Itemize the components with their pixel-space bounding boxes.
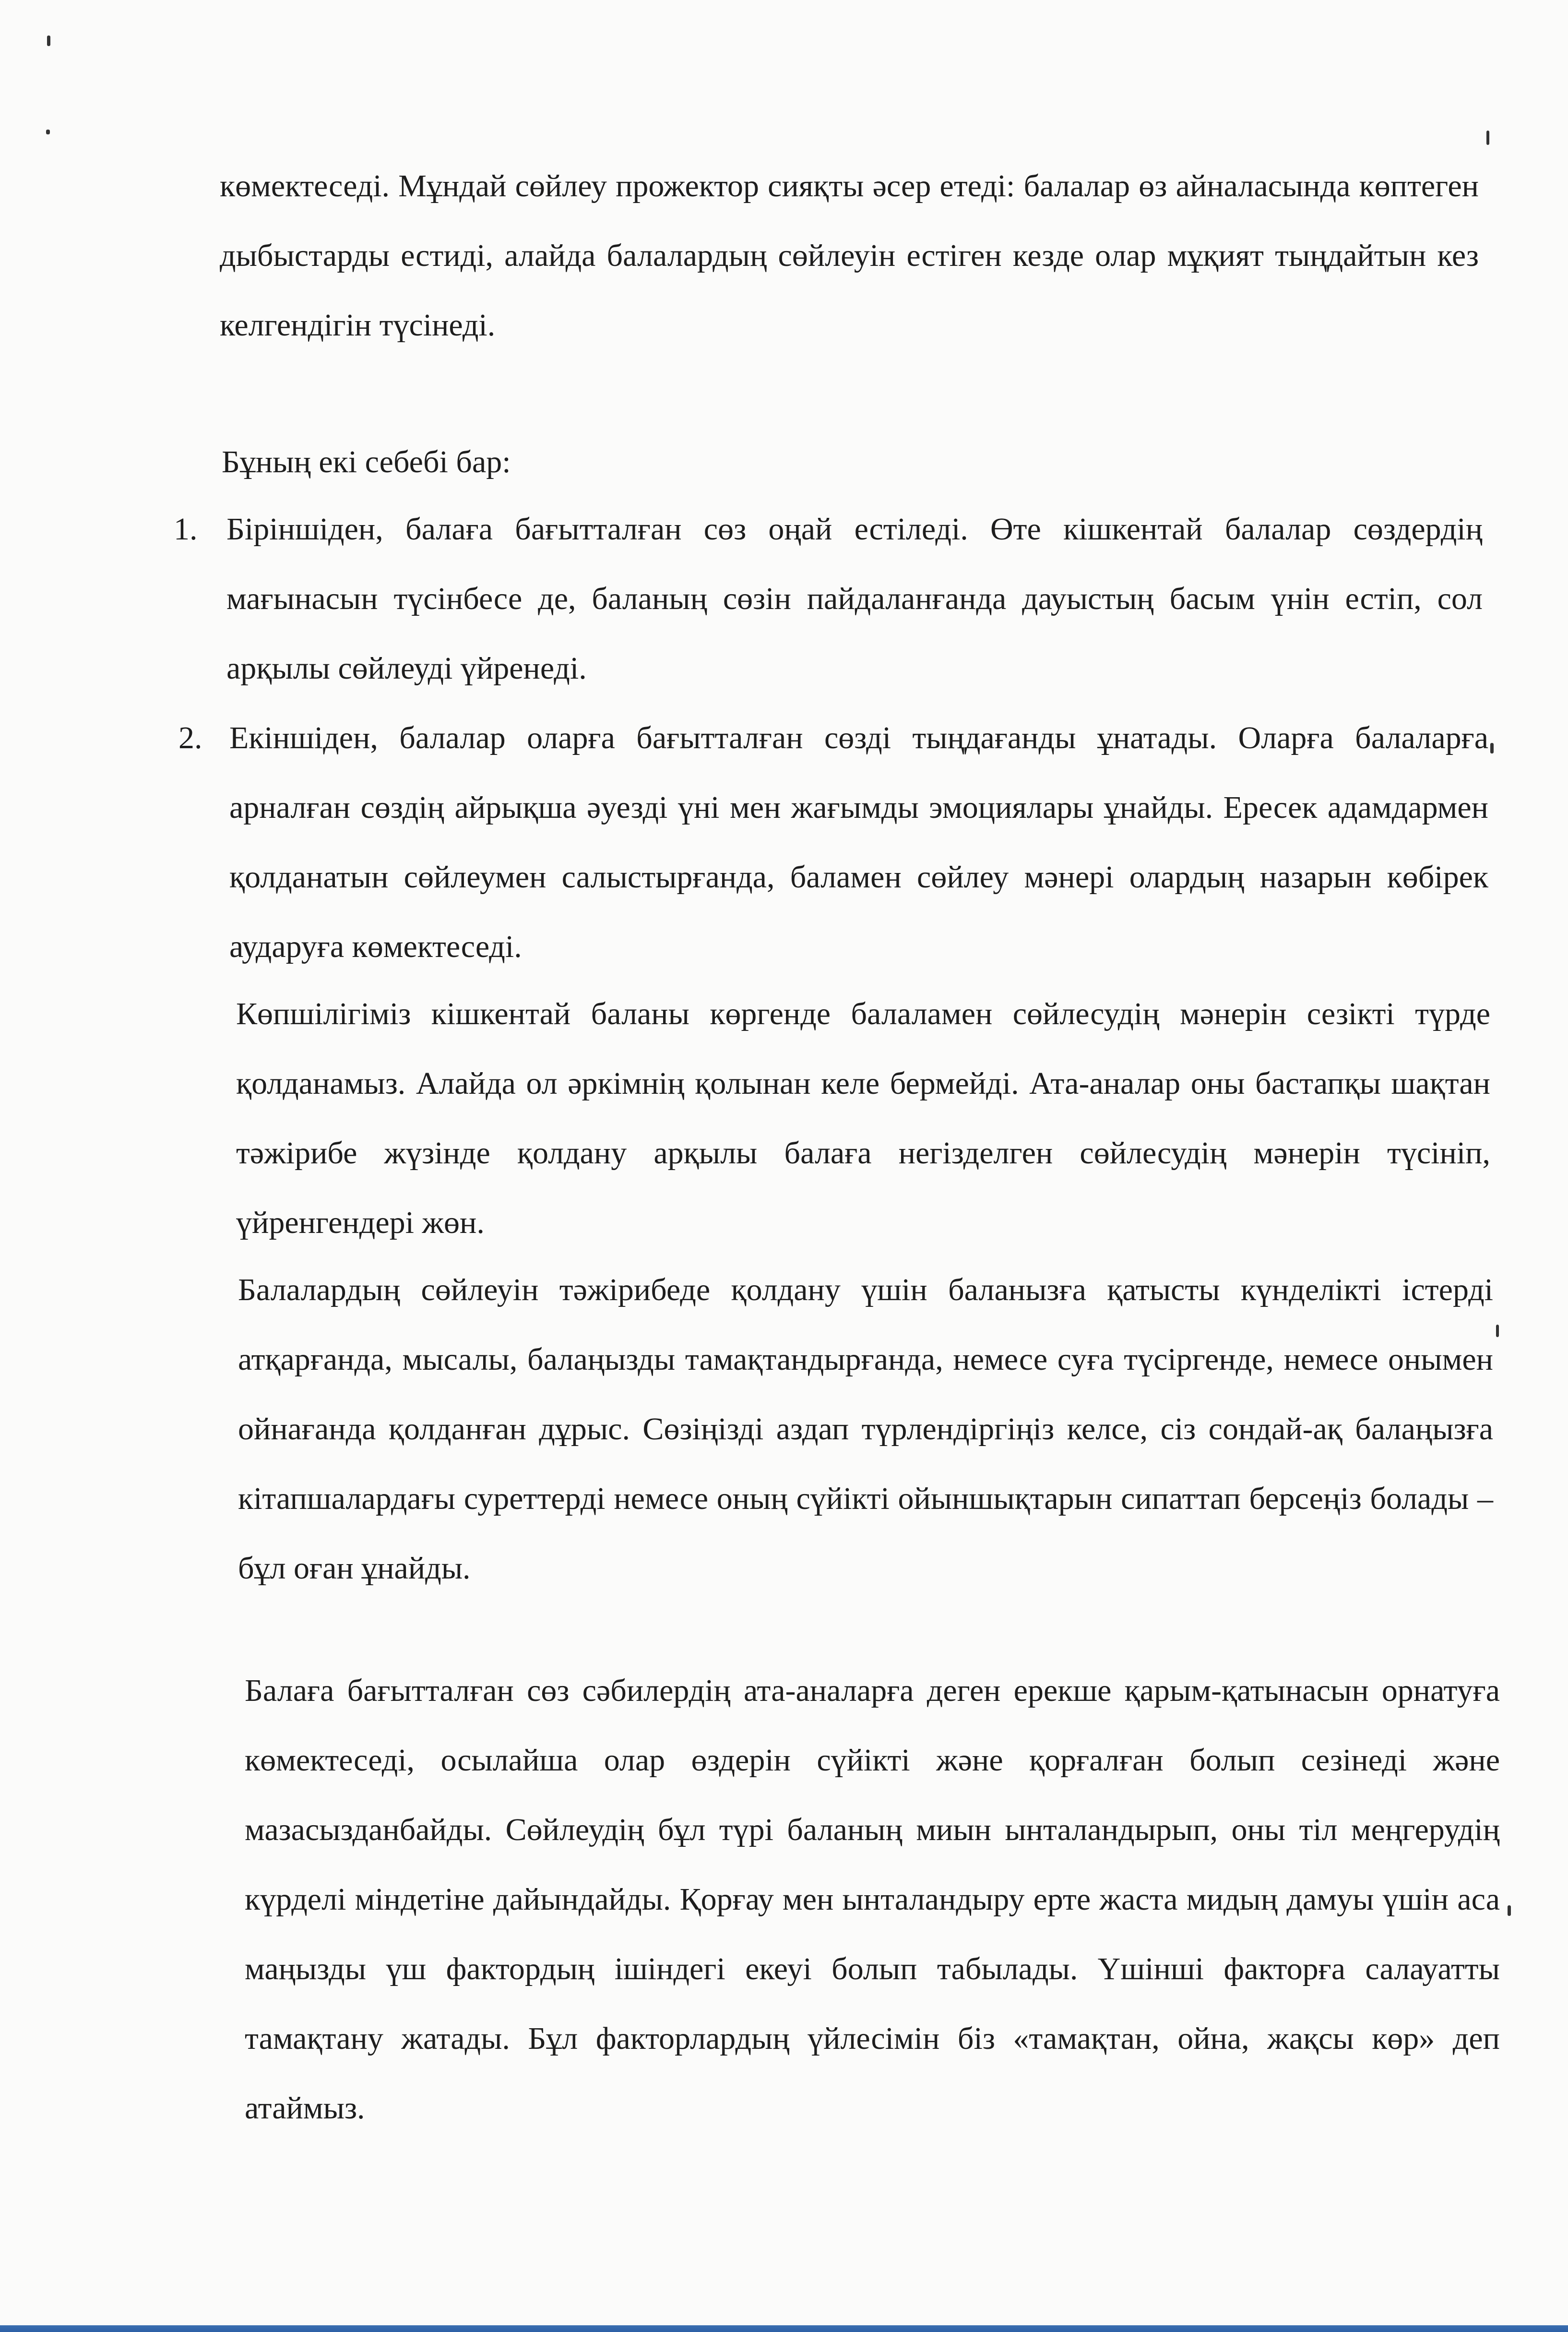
scan-mark <box>1490 743 1494 753</box>
scan-mark <box>1486 131 1489 145</box>
paragraph-reasons-heading: Бұның екі себебі бар: <box>222 444 511 479</box>
paragraph-parent-speech: Көпшілігіміз кішкентай баланы көргенде балаламен сөйлесудің мәнерін сезікті түрде қолданамыз. Алайда ол әркімнің қолынан келе бермейді. Ата-аналар оны бастапқы шақтан тәжірибе жүзінде қолдану арқылы балаға негізделген сөйлесудің мәнерін түсініп, үйренгендері жөн. <box>236 996 1490 1240</box>
list-item-reason-1: Біріншіден, балаға бағытталған сөз оңай естіледі. Өте кішкентай балалар сөздердің мағынасын түсінбесе де, баланың сөзін пайдаланғанда дауыстың басым үнін естіп, сол арқылы сөйлеуді үйренеді. <box>226 512 1483 686</box>
scan-mark <box>1508 1905 1511 1916</box>
paragraph-daily-use: Балалардың сөйлеуін тәжірибеде қолдану үшін баланызға қатысты күнделікті істерді атқарғанда, мысалы, балаңызды тамақтандырғанда, немесе суға түсіргенде, немесе онымен ойнағанда қолданған дұрыс. Сөзіңізді аздап түрлендіргіңіз келсе, сіз сондай-ақ балаңызға кітапшалардағы суреттерді немесе оның сүйікті ойыншықтарын сипаттап берсеңіз болады – бұл оған ұнайды. <box>238 1272 1493 1586</box>
paragraph-intro-continuation: көмектеседі. Мұндай сөйлеу прожектор сияқты әсер етеді: балалар өз айналасында көптеген дыбыстарды естиді, алайда балалардың сөйлеуін естіген кезде олар мұқият тыңдайтын кез келгендігін түсінеді. <box>220 168 1479 343</box>
list-item-reason-2: Екіншіден, балалар оларға бағытталған сөзді тыңдағанды ұнатады. Оларға балаларға арналған сөздің айрықша әуезді үні мен жағымды эмоциялары ұнайды. Ересек адамдармен қолданатын сөйлеумен салыстырғанда, баламен сөйлеу мәнері олардың назарын көбірек аударуға көмектеседі. <box>229 720 1488 964</box>
scan-mark <box>46 130 50 134</box>
scan-mark <box>1496 1325 1499 1337</box>
scan-mark <box>47 36 50 46</box>
scanner-edge-band <box>0 2325 1568 2332</box>
list-number: 2. <box>178 720 202 755</box>
list-number: 1. <box>174 512 198 547</box>
paragraph-bonding: Балаға бағытталған сөз сәбилердің ата-аналарға деген ерекше қарым-қатынасын орнатуға көмектеседі, осылайша олар өздерін сүйікті және қорғалған болып сезінеді және мазасызданбайды. Сөйлеудің бұл түрі баланың миын ынталандырып, оны тіл меңгерудің күрделі міндетіне дайындайды. Қорғау мен ынталандыру ерте жаста мидың дамуы үшін аса маңызды үш фактордың ішіндегі екеуі болып табылады. Үшінші факторға салауатты тамақтану жатады. Бұл факторлардың үйлесімін біз «тамақтан, ойна, жақсы көр» деп атаймыз. <box>245 1673 1500 2126</box>
